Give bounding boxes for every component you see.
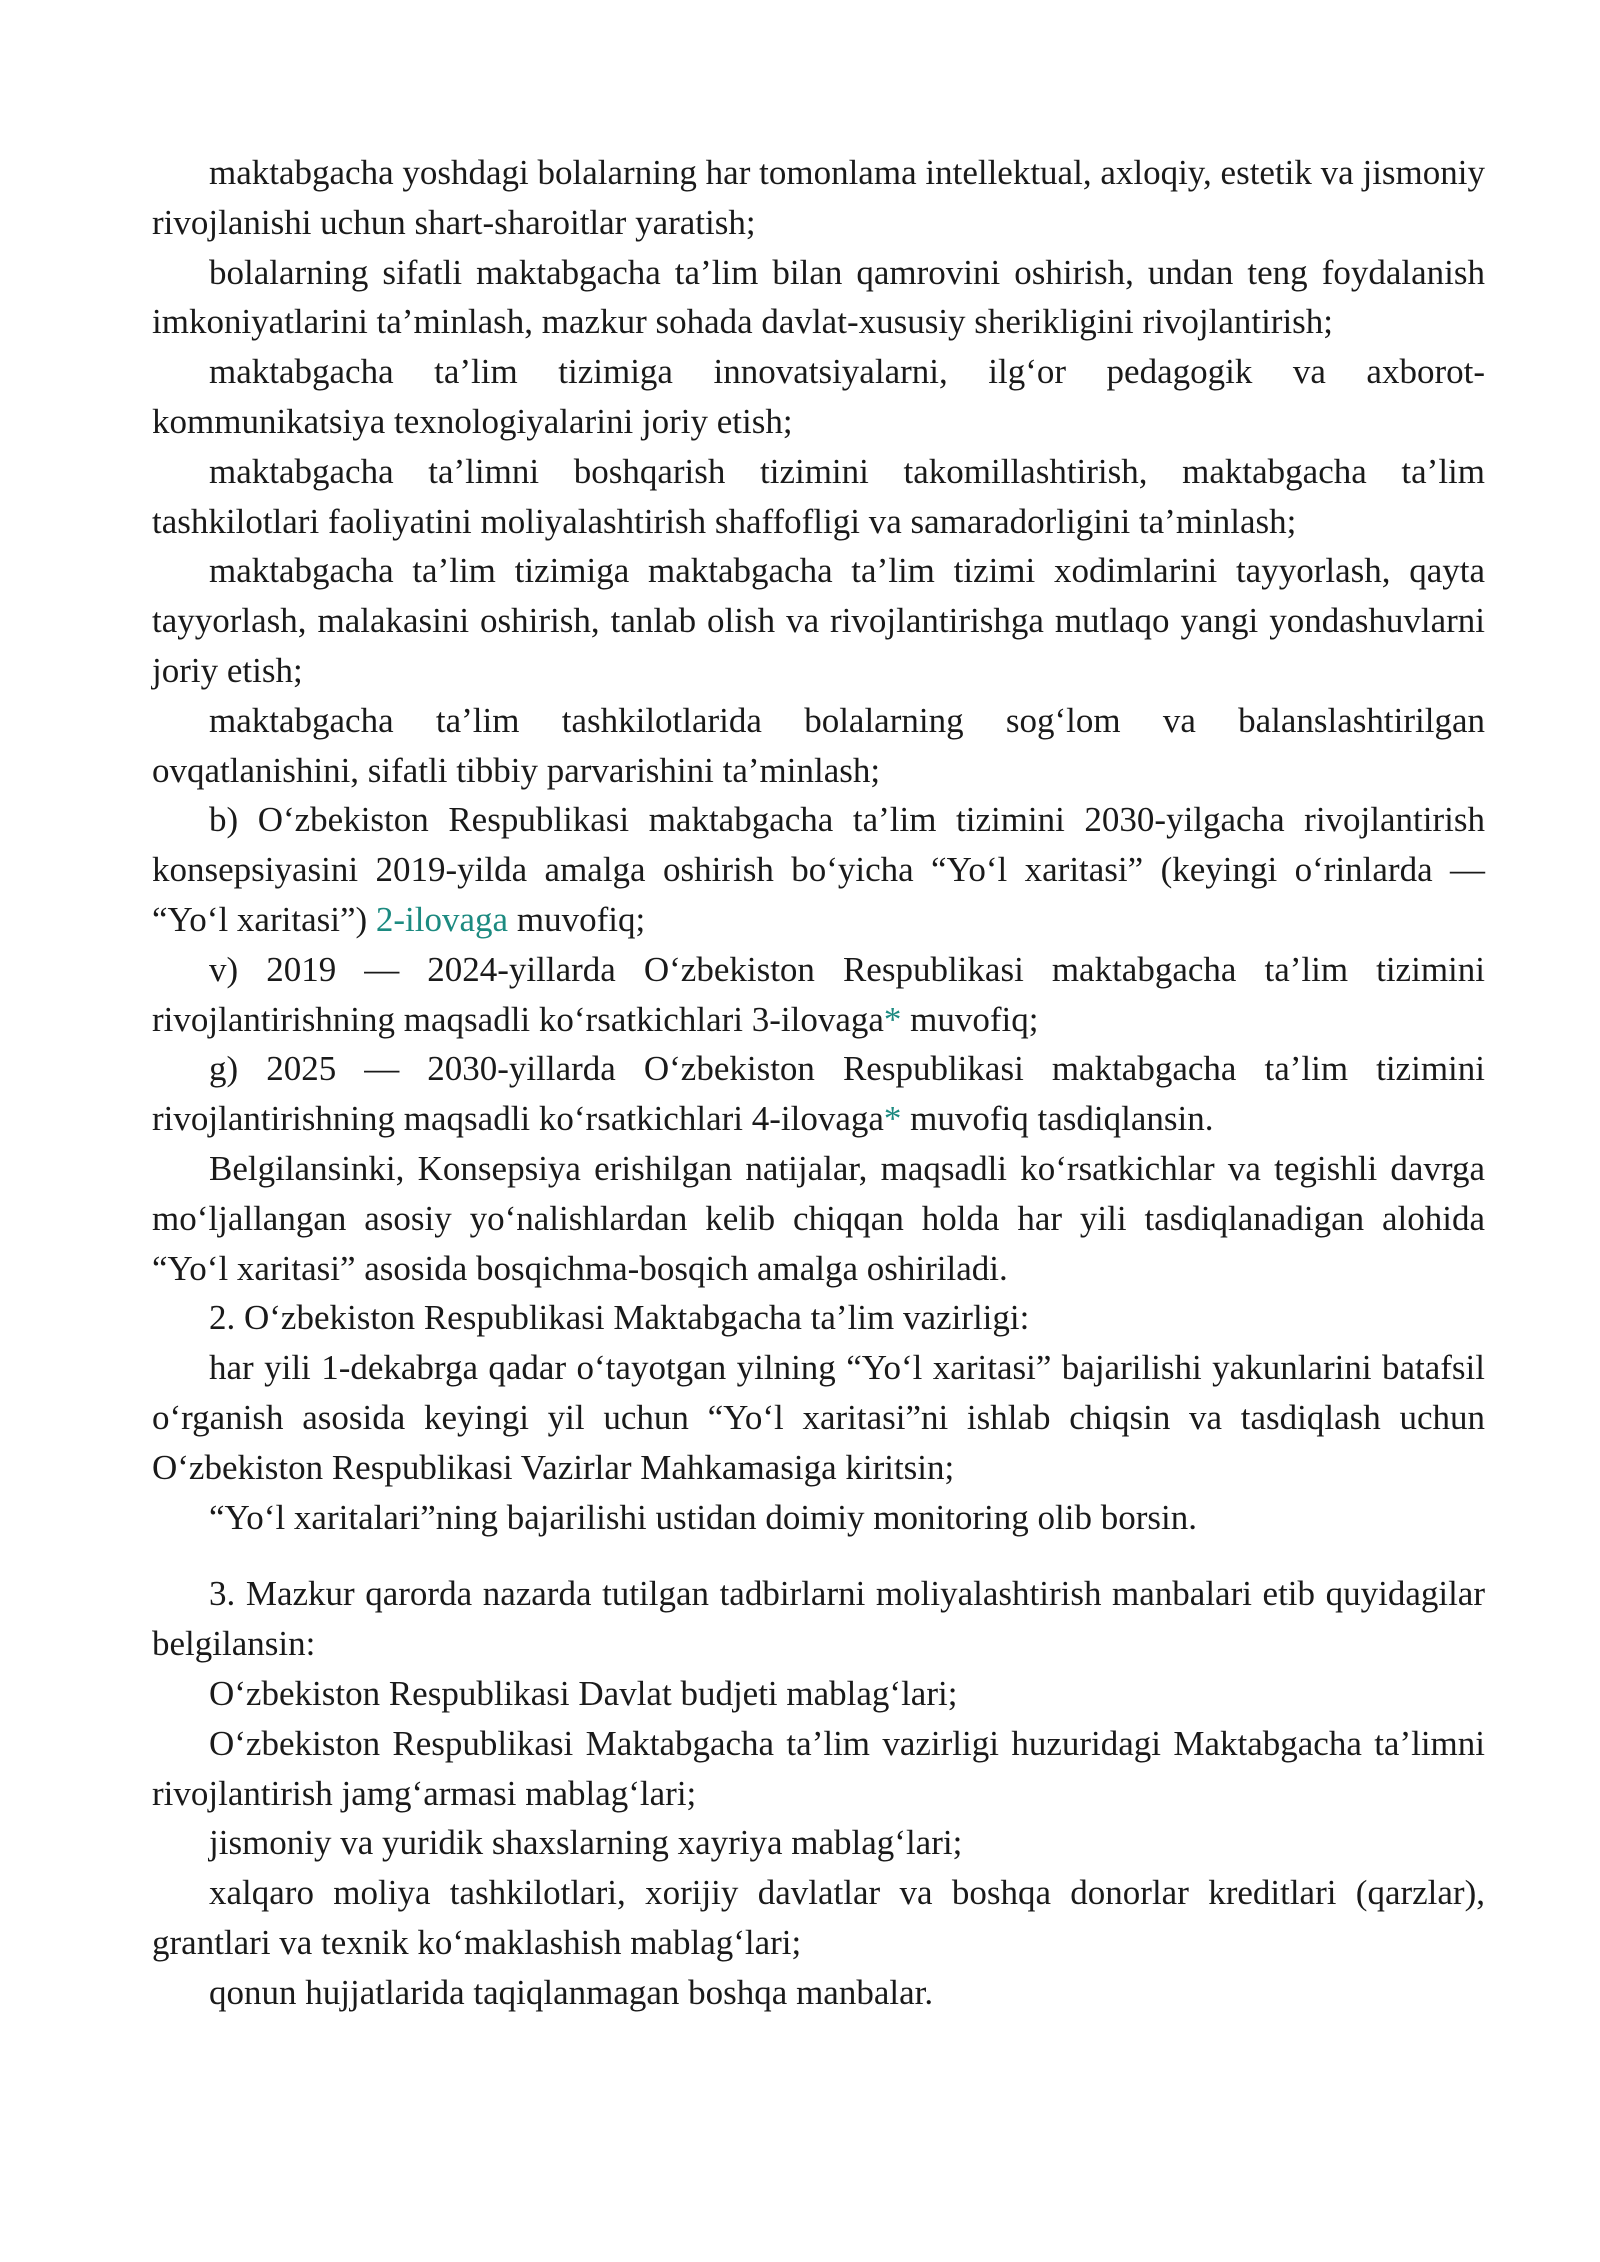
paragraph: Belgilansinki, Konsepsiya erishilgan natijalar, maqsadli ko‘rsatkichlar va tegishli davrga mo‘ljallangan asosiy yo‘nalishlardan kelib chiqqan holda har yili tasdiqlanadigan alohida “Yo‘l xaritasi” asosida bosqichma-bosqich amalga oshiriladi. <box>152 1148 1485 1288</box>
paragraph: O‘zbekiston Respublikasi Davlat budjeti mablag‘lari; <box>209 1673 958 1713</box>
document-page <box>152 148 1485 2017</box>
section-2-heading: 2. O‘zbekiston Respublikasi Maktabgacha ta’lim vazirligi: <box>209 1298 1030 1338</box>
item-v-text: v) 2019 — 2024-yillarda O‘zbekiston Respublikasi maktabgacha ta’lim tizimini rivojlantirishning maqsadli ko‘rsatkichlari 3-ilovaga <box>152 949 1485 1039</box>
paragraph: maktabgacha ta’lim tizimiga maktabgacha ta’lim tizimi xodimlarini tayyorlash, qayta tayyorlash, malakasini oshirish, tanlab olish va rivojlantirishga mutlaqo yangi yondashuvlarni joriy etish; <box>152 551 1485 690</box>
section-3-heading: 3. Mazkur qarorda nazarda tutilgan tadbirlarni moliyalashtirish manbalari etib quyidagilar belgilansin: <box>152 1574 1485 1664</box>
paragraph: maktabgacha ta’lim tashkilotlarida bolalarning sog‘lom va balanslashtirilgan ovqatlanishini, sifatli tibbiy parvarishini ta’minlash; <box>152 700 1485 790</box>
paragraph: O‘zbekiston Respublikasi Maktabgacha ta’lim vazirligi huzuridagi Maktabgacha ta’limni rivojlantirish jamg‘armasi mablag‘lari; <box>152 1723 1485 1813</box>
item-b-paragraph <box>152 795 1485 944</box>
item-v-text-end: muvofiq; <box>901 999 1039 1039</box>
paragraph: xalqaro moliya tashkilotlari, xorijiy davlatlar va boshqa donorlar kreditlari (qarzlar), grantlari va texnik ko‘maklashish mablag‘lari; <box>152 1873 1485 1962</box>
item-b-text: b) O‘zbekiston Respublikasi maktabgacha ta’lim tizimini 2030-yilgacha rivojlantirish konsepsiyasini 2019-yilda amalga oshirish bo‘yicha “Yo‘l xaritasi” (keyingi o‘rinlarda — “Yo‘l xaritasi”) <box>152 800 1485 939</box>
appendix-2-link[interactable]: 2-ilovaga <box>375 899 509 939</box>
paragraph: “Yo‘l xaritalari”ning bajarilishi ustidan doimiy monitoring olib borsin. <box>209 1497 1197 1537</box>
item-g-text: g) 2025 — 2030-yillarda O‘zbekiston Respublikasi maktabgacha ta’lim tizimini rivojlantirishning maqsadli ko‘rsatkichlari 4-ilovaga <box>152 1049 1485 1139</box>
footnote-asterisk[interactable]: * <box>883 999 902 1039</box>
item-g-text-end: muvofiq tasdiqlansin. <box>901 1099 1214 1139</box>
paragraph: maktabgacha yoshdagi bolalarning har tomonlama intellektual, axloqiy, estetik va jismoniy rivojlanishi uchun shart-sharoitlar yaratish; <box>152 153 1485 242</box>
footnote-asterisk[interactable]: * <box>883 1099 902 1139</box>
paragraph: maktabgacha ta’lim tizimiga innovatsiyalarni, ilg‘or pedagogik va axborot-kommunikatsiya texnologiyalarini joriy etish; <box>152 352 1485 441</box>
paragraph: bolalarning sifatli maktabgacha ta’lim bilan qamrovini oshirish, undan teng foydalanish imkoniyatlarini ta’minlash, mazkur sohada davlat-xususiy sherikligini rivojlantirish; <box>152 252 1485 342</box>
paragraph: qonun hujjatlarida taqiqlanmagan boshqa manbalar. <box>209 1972 934 2012</box>
paragraph: jismoniy va yuridik shaxslarning xayriya mablag‘lari; <box>209 1823 963 1863</box>
paragraph: har yili 1-dekabrga qadar o‘tayotgan yilning “Yo‘l xaritasi” bajarilishi yakunlarini batafsil o‘rganish asosida keyingi yil uchun “Yo‘l xaritasi”ni ishlab chiqsin va tasdiqlash uchun O‘zbekiston Respublikasi Vazirlar Mahkamasiga kiritsin; <box>152 1348 1485 1487</box>
item-v-paragraph <box>152 945 1485 1045</box>
item-b-text-end: muvofiq; <box>508 899 646 939</box>
paragraph: maktabgacha ta’limni boshqarish tizimini takomillashtirish, maktabgacha ta’lim tashkilotlari faoliyatini moliyalashtirish shaffofligi va samaradorligini ta’minlash; <box>152 451 1485 541</box>
item-g-paragraph <box>152 1044 1485 1144</box>
